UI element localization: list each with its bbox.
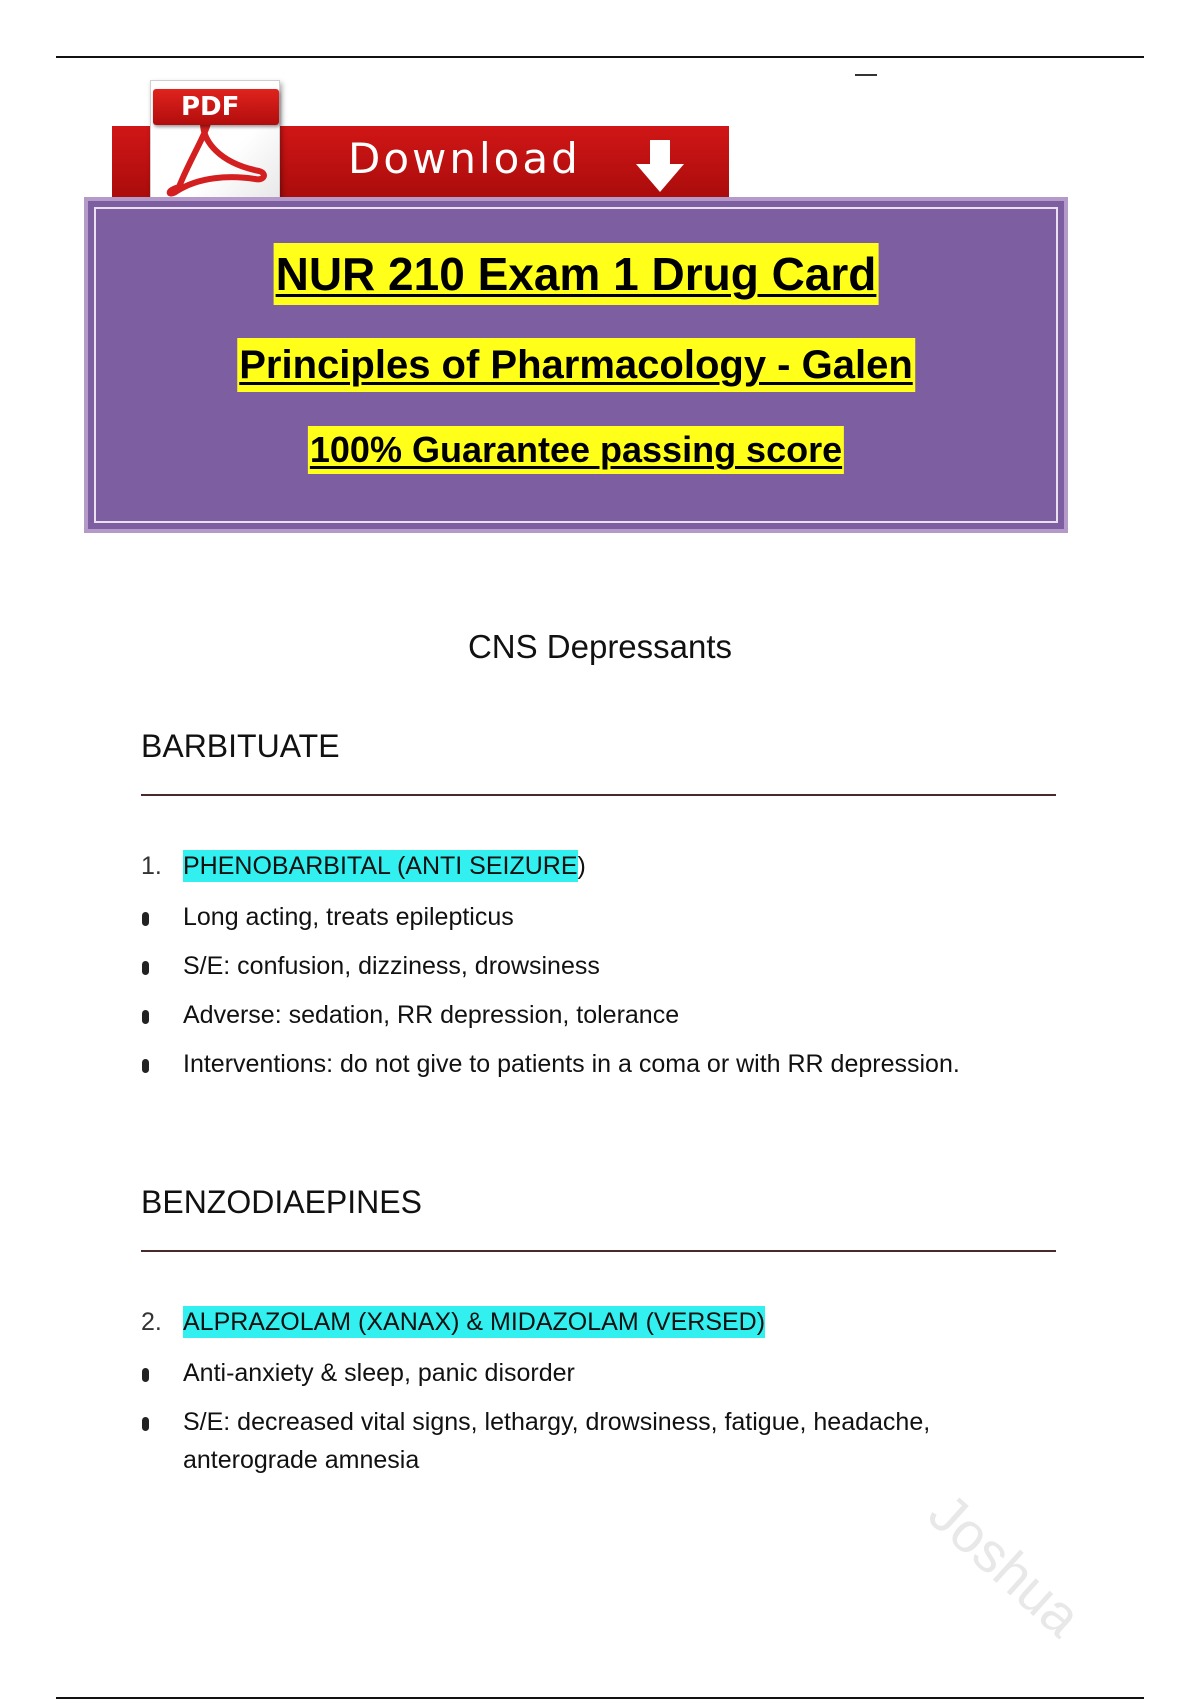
drug-name [183,852,586,881]
pdf-tag-label: PDF [181,92,240,122]
heading-divider [141,794,1056,796]
pdf-tag [153,89,279,125]
drug-name [183,1308,765,1337]
list-item: S/E: confusion, dizziness, drowsiness [183,952,600,980]
card-tagline: 100% Guarantee passing score [308,426,844,474]
bullet-icon [142,1010,149,1024]
list-item: Anti-anxiety & sleep, panic disorder [183,1359,575,1387]
list-item: Interventions: do not give to patients in a coma or with RR depression. [183,1050,960,1078]
list-item: Long acting, treats epilepticus [183,903,514,931]
drug-number: 2. [141,1308,162,1336]
section-title: CNS Depressants [467,628,733,665]
card-subtitle: Principles of Pharmacology - Galen [237,338,915,392]
pdf-download-banner[interactable] [112,76,729,206]
stray-mark [855,74,877,76]
list-item: Adverse: sedation, RR depression, tolerance [183,1001,680,1029]
watermark: Joshua [917,1480,1094,1649]
list-item: S/E: decreased vital signs, lethargy, drowsiness, fatigue, headache, anterograde amnesia [183,1408,931,1474]
bullet-icon [142,1059,149,1073]
bullet-icon [142,1417,149,1431]
drug-name-highlight: ALPRAZOLAM (XANAX) & MIDAZOLAM (VERSED) [183,1308,766,1336]
card-title: NUR 210 Exam 1 Drug Card [274,243,879,305]
bullet-icon [142,1368,149,1382]
bullet-icon [142,912,149,926]
drug-number: 1. [141,852,162,880]
group-heading-barbituate: BARBITUATE [141,728,340,764]
bullet-icon [142,961,149,975]
drug-name-tail: ) [577,852,586,880]
drug-name-highlight: PHENOBARBITAL (ANTI SEIZURE [183,852,578,880]
download-arrow-icon[interactable] [632,138,688,196]
heading-divider [141,1250,1056,1252]
top-rule [56,56,1144,58]
group-heading-benzodiaepines: BENZODIAEPINES [141,1184,422,1220]
title-card [84,197,1068,533]
bottom-rule [56,1697,1144,1699]
download-label[interactable]: Download [348,134,581,183]
pdf-file-icon[interactable] [150,80,280,206]
